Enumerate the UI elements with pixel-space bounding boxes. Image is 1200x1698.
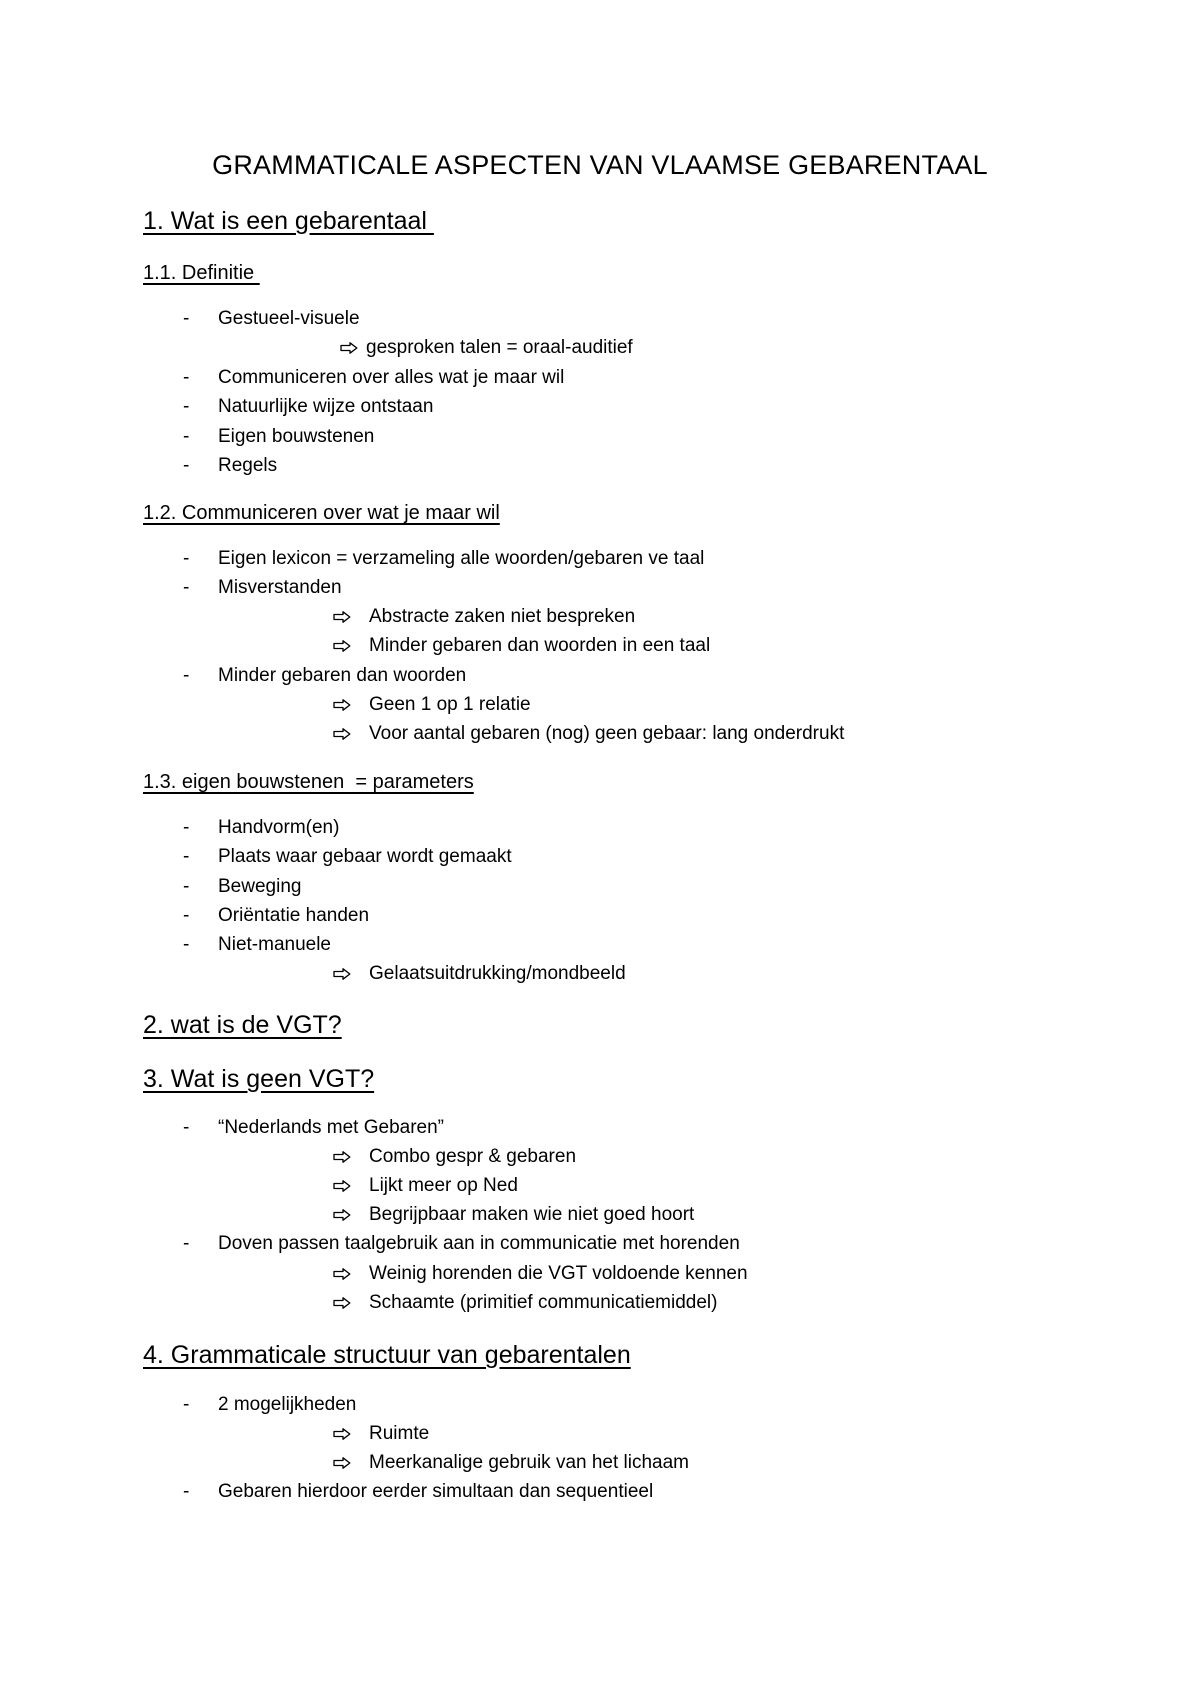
hollow-right-arrow-icon <box>333 640 351 652</box>
sub-list-item-text: Minder gebaren dan woorden in een taal <box>369 635 711 656</box>
hollow-right-arrow-icon <box>333 699 351 711</box>
bullet-dash: - <box>183 934 190 955</box>
bullet-dash: - <box>183 577 190 598</box>
bullet-dash: - <box>183 905 190 926</box>
sub-list-item-text: Schaamte (primitief communicatiemiddel) <box>369 1292 718 1313</box>
sub-list-item-text: Lijkt meer op Ned <box>369 1175 518 1196</box>
bullet-dash: - <box>183 1233 190 1254</box>
subsection-heading-1-3: 1.3. eigen bouwstenen = parameters <box>143 771 474 793</box>
list-item-text: Niet-manuele <box>218 934 331 955</box>
sub-list-item-text: Begrijpbaar maken wie niet goed hoort <box>369 1204 695 1225</box>
section-heading-2: 2. wat is de VGT? <box>143 1011 342 1039</box>
section-heading-1: 1. Wat is een gebarentaal <box>143 207 434 235</box>
bullet-dash: - <box>183 396 190 417</box>
list-item-text: Eigen bouwstenen <box>218 426 375 447</box>
hollow-right-arrow-icon <box>333 1180 351 1192</box>
list-item-text: Gestueel-visuele <box>218 308 360 329</box>
bullet-dash: - <box>183 1394 190 1415</box>
hollow-right-arrow-icon <box>333 968 351 980</box>
document-title: GRAMMATICALE ASPECTEN VAN VLAAMSE GEBARENTAAL <box>212 150 988 180</box>
hollow-right-arrow-icon <box>333 1209 351 1221</box>
list-item-text: Plaats waar gebaar wordt gemaakt <box>218 846 512 867</box>
bullet-dash: - <box>183 817 190 838</box>
sub-list-item-text: gesproken talen = oraal-auditief <box>366 337 633 358</box>
section-heading-4: 4. Grammaticale structuur van gebarentalen <box>143 1341 631 1369</box>
list-item-text: Beweging <box>218 876 302 897</box>
hollow-right-arrow-icon <box>333 728 351 740</box>
bullet-dash: - <box>183 426 190 447</box>
list-item-text: Doven passen taalgebruik aan in communicatie met horenden <box>218 1233 740 1254</box>
list-item-text: Gebaren hierdoor eerder simultaan dan sequentieel <box>218 1481 654 1502</box>
sub-list-item-text: Combo gespr & gebaren <box>369 1146 577 1167</box>
sub-list-item-text: Ruimte <box>369 1423 430 1444</box>
hollow-right-arrow-icon <box>333 1428 351 1440</box>
list-item-text: Eigen lexicon = verzameling alle woorden/gebaren ve taal <box>218 548 705 569</box>
bullet-dash: - <box>183 665 190 686</box>
sub-list-item-text: Gelaatsuitdrukking/mondbeeld <box>369 963 626 984</box>
bullet-dash: - <box>183 846 190 867</box>
sub-list-item-text: Geen 1 op 1 relatie <box>369 694 531 715</box>
hollow-right-arrow-icon <box>333 1297 351 1309</box>
hollow-right-arrow-icon <box>333 611 351 623</box>
sub-list-item-text: Weinig horenden die VGT voldoende kennen <box>369 1263 748 1284</box>
bullet-dash: - <box>183 1481 190 1502</box>
hollow-right-arrow-icon <box>340 342 358 354</box>
list-item-text: Minder gebaren dan woorden <box>218 665 467 686</box>
subsection-heading-1-1: 1.1. Definitie <box>143 262 260 284</box>
list-item-text: Regels <box>218 455 278 476</box>
list-item-text: Handvorm(en) <box>218 817 340 838</box>
subsection-heading-1-2: 1.2. Communiceren over wat je maar wil <box>143 502 500 524</box>
list-item-text: Oriëntatie handen <box>218 905 370 926</box>
sub-list-item-text: Abstracte zaken niet bespreken <box>369 606 636 627</box>
bullet-dash: - <box>183 367 190 388</box>
hollow-right-arrow-icon <box>333 1457 351 1469</box>
list-item-text: “Nederlands met Gebaren” <box>218 1117 444 1138</box>
bullet-dash: - <box>183 548 190 569</box>
bullet-dash: - <box>183 876 190 897</box>
hollow-right-arrow-icon <box>333 1151 351 1163</box>
bullet-dash: - <box>183 1117 190 1138</box>
sub-list-item-text: Voor aantal gebaren (nog) geen gebaar: lang onderdrukt <box>369 723 845 744</box>
list-item-text: Communiceren over alles wat je maar wil <box>218 367 565 388</box>
hollow-right-arrow-icon <box>333 1268 351 1280</box>
list-item-text: Misverstanden <box>218 577 342 598</box>
list-item-text: Natuurlijke wijze ontstaan <box>218 396 434 417</box>
bullet-dash: - <box>183 455 190 476</box>
sub-list-item-text: Meerkanalige gebruik van het lichaam <box>369 1452 690 1473</box>
bullet-dash: - <box>183 308 190 329</box>
section-heading-3: 3. Wat is geen VGT? <box>143 1065 375 1093</box>
list-item-text: 2 mogelijkheden <box>218 1394 357 1415</box>
